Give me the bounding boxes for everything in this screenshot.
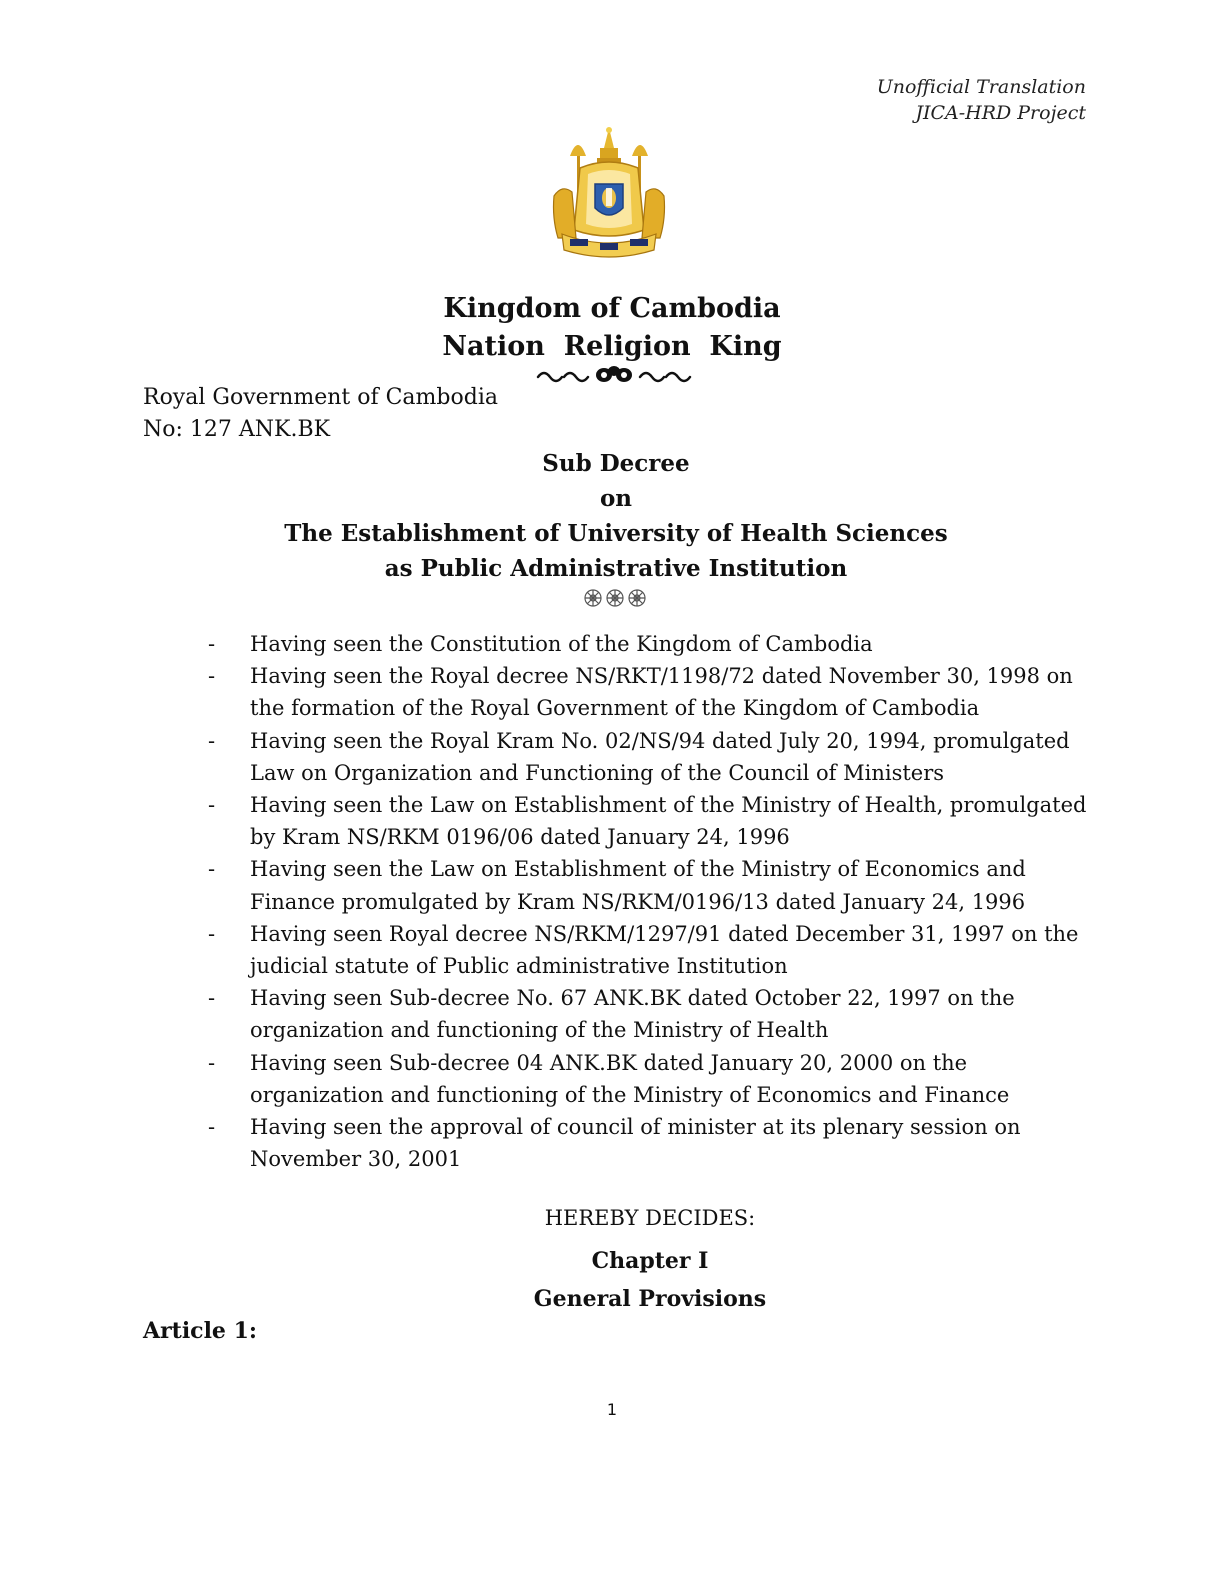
three-flowers-divider-icon (582, 588, 648, 608)
preamble-item (208, 628, 1098, 660)
translation-note (877, 74, 1086, 126)
government-name: Royal Government of Cambodia (143, 385, 498, 410)
preamble-item (208, 660, 1098, 724)
bullet-dash: - (208, 921, 216, 946)
preamble-item-text: Having seen Sub-decree 04 ANK.BK dated January 20, 2000 on the organization and functioning of the Ministry of Economics and Finance (250, 1050, 1010, 1107)
chapter-number: Chapter I (591, 1248, 709, 1274)
preamble-item-text: Having seen the Royal decree NS/RKT/1198/72 dated November 30, 1998 on the formation of the Royal Government of the Kingdom of Cambodia (250, 664, 1073, 721)
bullet-dash: - (208, 857, 216, 882)
bullet-dash: - (208, 728, 216, 753)
chapter-title: General Provisions (533, 1286, 767, 1312)
translation-note-line2: JICA-HRD Project (915, 102, 1086, 124)
preamble-item-text: Having seen the Law on Establishment of the Ministry of Economics and Finance promulgated by Kram NS/RKM/0196/13 dated January 24, 1996 (250, 857, 1026, 914)
preamble-item (208, 853, 1098, 917)
title-line-2: on (599, 485, 633, 512)
bullet-dash: - (208, 793, 216, 818)
bullet-dash: - (208, 632, 216, 656)
title-line-4: as Public Administrative Institution (384, 555, 848, 582)
kingdom-heading (0, 290, 1224, 366)
page-number: 1 (606, 1400, 618, 1419)
bullet-dash: - (208, 664, 216, 689)
article-heading: Article 1: (143, 1318, 258, 1344)
chapter-heading (38, 1242, 1224, 1318)
kingdom-name: Kingdom of Cambodia (443, 293, 781, 324)
bullet-dash: - (208, 986, 216, 1011)
bullet-dash: - (208, 1050, 216, 1075)
translation-note-line1: Unofficial Translation (876, 76, 1086, 98)
preamble-item (208, 1111, 1098, 1175)
decree-title (0, 446, 1224, 586)
title-line-1: Sub Decree (542, 450, 690, 477)
preamble-item (208, 725, 1098, 789)
title-line-3: The Establishment of University of Health Sciences (284, 520, 948, 547)
preamble-list (208, 628, 1098, 1175)
preamble-item-text: Having seen Sub-decree No. 67 ANK.BK dated October 22, 1997 on the organization and functioning of the Ministry of Health (250, 986, 1015, 1043)
preamble-item-text: Having seen Royal decree NS/RKM/1297/91 dated December 31, 1997 on the judicial statute of Public administrative Institution (250, 921, 1079, 979)
preamble-item (208, 982, 1098, 1046)
bullet-dash: - (208, 1115, 216, 1140)
preamble-item (208, 789, 1098, 853)
preamble-item-text: Having seen the Royal Kram No. 02/NS/94 dated July 20, 1994, promulgated Law on Organization and Functioning of the Council of Ministers (250, 728, 1070, 785)
preamble-item-text: Having seen the Law on Establishment of the Ministry of Health, promulgated by Kram NS/RKM 0196/06 dated January 24, 1996 (250, 793, 1087, 850)
royal-arms-of-cambodia-icon (548, 126, 670, 264)
preamble-item-text: Having seen the approval of council of minister at its plenary session on November 30, 2001 (250, 1115, 1021, 1172)
decree-number: No: 127 ANK.BK (143, 417, 331, 442)
scroll-ornament-divider-icon (534, 365, 694, 385)
hereby-decides: HEREBY DECIDES: (544, 1206, 756, 1230)
preamble-item (208, 918, 1098, 982)
issuing-authority (143, 382, 498, 446)
preamble-item-text: Having seen the Constitution of the Kingdom of Cambodia (250, 632, 873, 656)
kingdom-motto: Nation Religion King (442, 331, 782, 362)
preamble-item (208, 1047, 1098, 1111)
